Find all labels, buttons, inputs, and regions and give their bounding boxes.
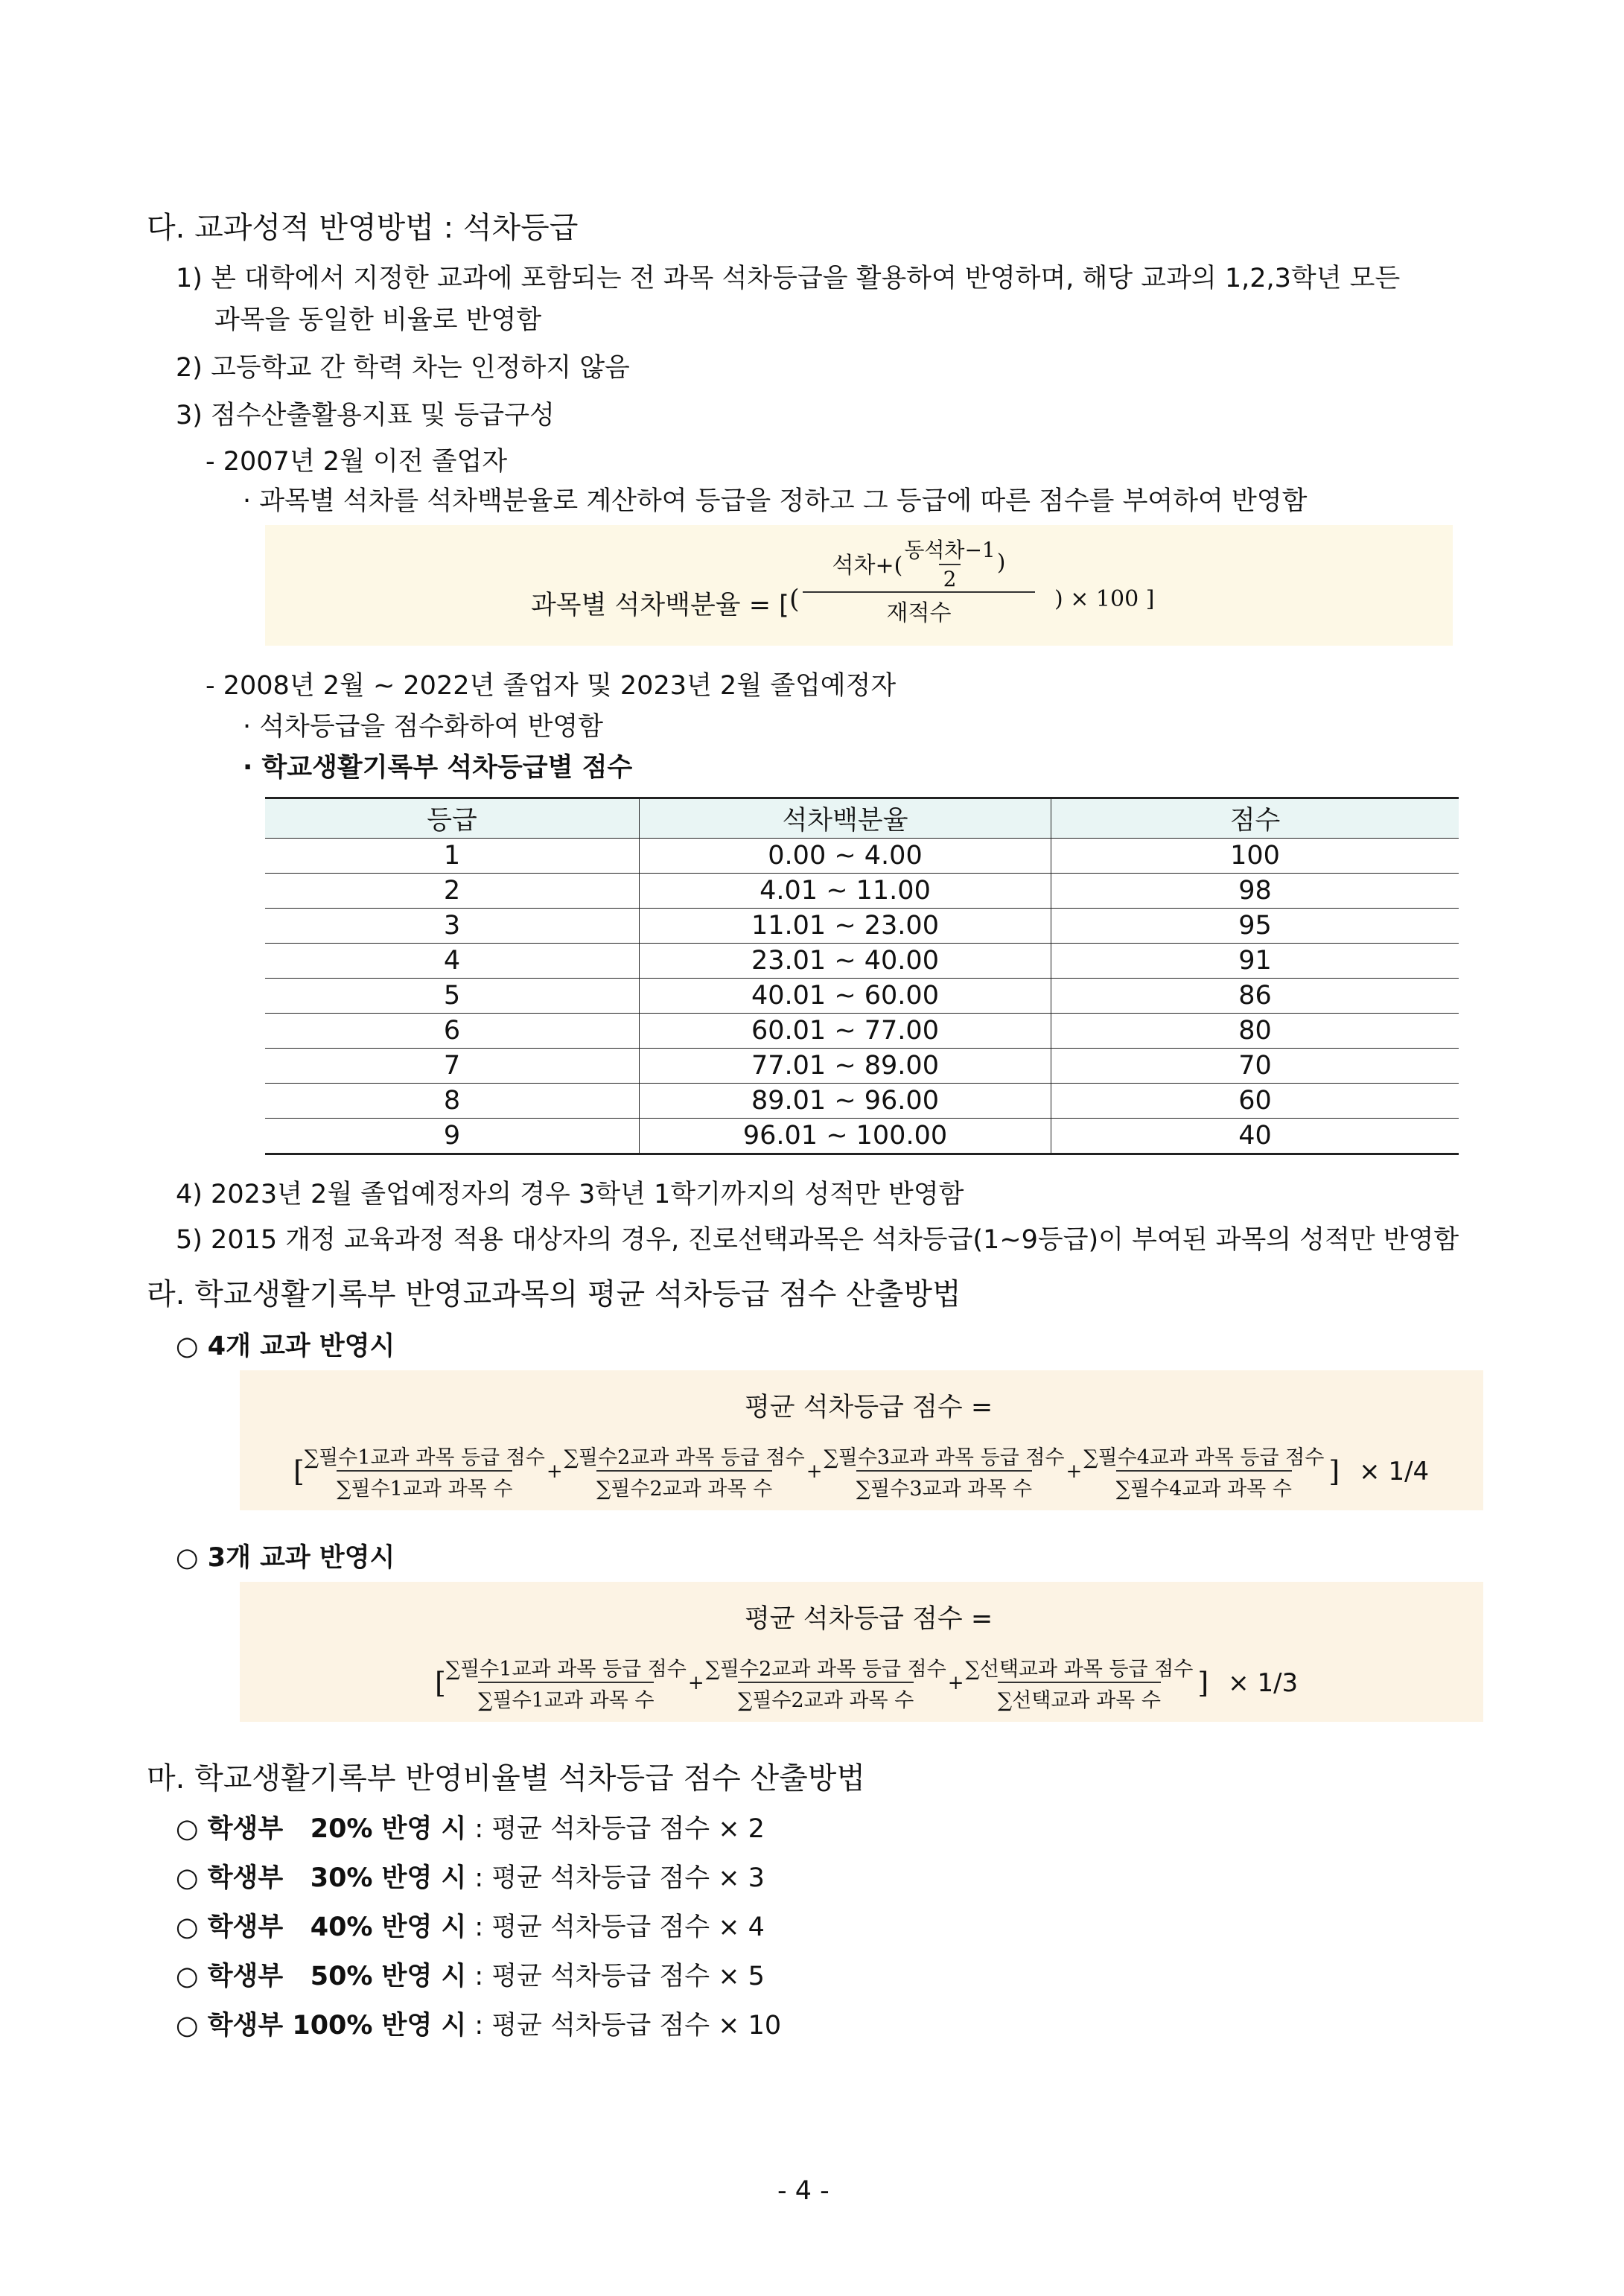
fraction-2: ∑필수2교과 과목 등급 점수 ∑필수2교과 과목 수 [564,1446,805,1501]
cell-grade: 2 [265,874,640,909]
avg-formula-4 [293,1441,1429,1501]
item1-line1: 1) 본 대학에서 지정한 교과에 포함되는 전 과목 석차등급을 활용하여 반영하며, 해당 교과의 1,2,3학년 모든 [176,264,1401,293]
formula-tail: ) × 100 ] [1054,586,1155,612]
cell-percentile: 0.00 ~ 4.00 [640,839,1051,874]
cell-percentile: 40.01 ~ 60.00 [640,979,1051,1014]
avg-label-3: 평균 석차등급 점수 = [745,1604,993,1634]
cell-score: 86 [1051,979,1459,1014]
table-row [265,944,1459,979]
cell-grade: 6 [265,1014,640,1049]
table-row [265,1049,1459,1084]
formula-num-suffix: ) [996,550,1006,576]
cell-grade: 4 [265,944,640,979]
cell-score: 98 [1051,874,1459,909]
grad-range-note: · 석차등급을 점수화하여 반영함 [243,712,604,742]
cell-percentile: 23.01 ~ 40.00 [640,944,1051,979]
section-ma-title: 마. 학교생활기록부 반영비율별 석차등급 점수 산출방법 [147,1761,866,1796]
section-ra-title: 라. 학교생활기록부 반영교과목의 평균 석차등급 점수 산출방법 [147,1277,961,1311]
table-row [265,1014,1459,1049]
bracket-close: ] [1328,1454,1340,1488]
cell-grade: 8 [265,1084,640,1119]
item4: 4) 2023년 2월 졸업예정자의 경우 3학년 1학기까지의 성적만 반영함 [176,1180,964,1209]
multiplier-4: × 1/4 [1359,1456,1430,1486]
cell-grade: 7 [265,1049,640,1084]
grad-before-note: · 과목별 석차를 석차백분율로 계산하여 등급을 정하고 그 등급에 따른 점수를 부여하여 반영함 [243,486,1308,516]
four-subject-formula-box [240,1370,1483,1510]
section-da-title: 다. 교과성적 반영방법 : 석차등급 [147,211,579,245]
grad-before-2007: - 2007년 2월 이전 졸업자 [206,447,508,477]
plus-sign: + [806,1460,823,1483]
fraction-1: ∑필수1교과 과목 등급 점수 ∑필수1교과 과목 수 [304,1446,545,1501]
table-row [265,839,1459,874]
fraction-3: ∑선택교과 과목 등급 점수 ∑선택교과 과목 수 [965,1658,1194,1712]
cell-percentile: 11.01 ~ 23.00 [640,909,1051,944]
plus-sign: + [947,1671,964,1694]
cell-score: 60 [1051,1084,1459,1119]
three-subject-formula-box [240,1582,1483,1722]
header-score: 점수 [1051,798,1459,839]
formula-den: 재적수 [803,591,1035,627]
table-title: · 학교생활기록부 석차등급별 점수 [243,753,633,783]
grad-2008-2023: - 2008년 2월 ~ 2022년 졸업자 및 2023년 2월 졸업예정자 [206,671,897,701]
percentile-fraction [803,534,1035,627]
ratio-item-100: ○ 학생부 100% 반영 시 : 평균 석차등급 점수 × 10 [176,2011,782,2041]
table-header-row [265,798,1459,839]
table-row [265,979,1459,1014]
cell-grade: 5 [265,979,640,1014]
item5: 5) 2015 개정 교육과정 적용 대상자의 경우, 진로선택과목은 석차등급(1~9등급)이 부여된 과목의 성적만 반영함 [176,1225,1459,1255]
header-grade: 등급 [265,798,640,839]
fraction-4: ∑필수4교과 과목 등급 점수 ∑필수4교과 과목 수 [1083,1446,1325,1501]
bracket-open: [ [435,1666,446,1699]
grade-score-table [265,797,1459,1155]
plus-sign: + [687,1671,704,1694]
header-percentile: 석차백분율 [640,798,1051,839]
formula-label: 과목별 석차백분율 = [ [531,591,789,620]
cell-score: 91 [1051,944,1459,979]
cell-percentile: 96.01 ~ 100.00 [640,1119,1051,1154]
cell-percentile: 89.01 ~ 96.00 [640,1084,1051,1119]
fraction-3: ∑필수3교과 과목 등급 점수 ∑필수3교과 과목 수 [824,1446,1065,1501]
formula-inner-num: 동석차−1 [904,538,996,562]
item3: 3) 점수산출활용지표 및 등급구성 [176,401,555,430]
cell-score: 70 [1051,1049,1459,1084]
cell-percentile: 4.01 ~ 11.00 [640,874,1051,909]
page-number: - 4 - [777,2176,829,2206]
bracket-open: [ [293,1454,305,1488]
avg-label-4: 평균 석차등급 점수 = [745,1393,993,1422]
cell-score: 40 [1051,1119,1459,1154]
ratio-item-20: ○ 학생부 20% 반영 시 : 평균 석차등급 점수 × 2 [176,1814,765,1844]
bracket-close: ] [1197,1666,1209,1699]
ratio-item-40: ○ 학생부 40% 반영 시 : 평균 석차등급 점수 × 4 [176,1912,765,1942]
formula-open-paren: ( [789,585,800,614]
cell-score: 100 [1051,839,1459,874]
ratio-item-50: ○ 학생부 50% 반영 시 : 평균 석차등급 점수 × 5 [176,1962,765,1991]
cell-grade: 1 [265,839,640,874]
ratio-item-30: ○ 학생부 30% 반영 시 : 평균 석차등급 점수 × 3 [176,1863,765,1893]
avg-formula-3 [435,1653,1298,1713]
formula-inner-den: 2 [939,564,961,591]
plus-sign: + [1066,1460,1083,1483]
multiplier-3: × 1/3 [1228,1667,1299,1698]
cell-score: 80 [1051,1014,1459,1049]
formula-num-prefix: 석차+( [832,552,903,579]
cell-percentile: 60.01 ~ 77.00 [640,1014,1051,1049]
cell-grade: 9 [265,1119,640,1154]
cell-percentile: 77.01 ~ 89.00 [640,1049,1051,1084]
table-row [265,874,1459,909]
four-subject-heading: ○ 4개 교과 반영시 [176,1332,395,1361]
table-row [265,909,1459,944]
table-row [265,1119,1459,1154]
cell-grade: 3 [265,909,640,944]
percentile-formula-box [265,525,1453,646]
plus-sign: + [546,1460,563,1483]
item2: 2) 고등학교 간 학력 차는 인정하지 않음 [176,353,630,383]
table-row [265,1084,1459,1119]
fraction-2: ∑필수2교과 과목 등급 점수 ∑필수2교과 과목 수 [705,1658,946,1712]
item1-line2: 과목을 동일한 비율로 반영함 [214,305,542,335]
three-subject-heading: ○ 3개 교과 반영시 [176,1543,395,1573]
fraction-1: ∑필수1교과 과목 등급 점수 ∑필수1교과 과목 수 [445,1658,687,1712]
cell-score: 95 [1051,909,1459,944]
